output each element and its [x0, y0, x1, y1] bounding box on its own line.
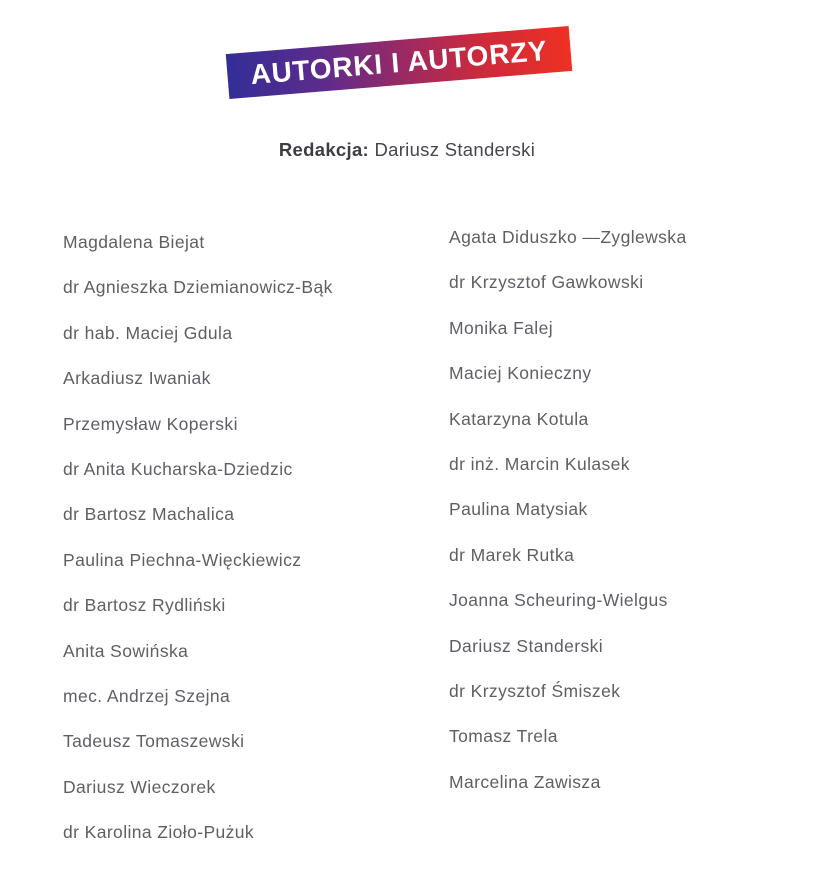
author-name: mec. Andrzej Szejna [63, 685, 231, 706]
author-name: dr Marek Rutka [449, 544, 575, 565]
author-name: Agata Diduszko —Zyglewska [449, 227, 687, 247]
author-name: Przemysław Koperski [63, 413, 238, 434]
editor-name: Dariusz Standerski [374, 139, 536, 160]
author-name: Tomasz Trela [449, 726, 558, 747]
author-name: Dariusz Standerski [449, 635, 604, 656]
author-name: dr Krzysztof Śmiszek [449, 680, 621, 701]
author-name: Joanna Scheuring-Wielgus [449, 590, 668, 611]
author-name: Maciej Konieczny [449, 363, 592, 384]
author-name: dr Agnieszka Dziemianowicz-Bąk [63, 277, 333, 298]
authors-column-right [449, 229, 687, 819]
author-name: Anita Sowińska [63, 640, 189, 661]
author-name: dr hab. Maciej Gdula [63, 322, 233, 343]
author-name: Paulina Matysiak [449, 499, 588, 520]
author-name: dr Krzysztof Gawkowski [449, 272, 644, 293]
author-name: dr Bartosz Machalica [63, 504, 235, 525]
author-name: Magdalena Biejat [63, 232, 205, 252]
authors-banner [226, 26, 573, 99]
author-name: dr Bartosz Rydliński [63, 595, 226, 616]
author-name: Dariusz Wieczorek [63, 776, 216, 797]
author-name: Monika Falej [449, 317, 554, 338]
author-name: dr Karolina Zioło-Pużuk [63, 822, 255, 843]
author-name: dr Anita Kucharska-Dziedzic [63, 458, 293, 479]
author-name: dr inż. Marcin Kulasek [449, 453, 630, 474]
authors-banner-label: AUTORKI I AUTORZY [249, 34, 549, 90]
author-name: Arkadiusz Iwaniak [63, 368, 211, 389]
editor-line [0, 139, 814, 161]
authors-column-left [63, 234, 333, 869]
author-name: Katarzyna Kotula [449, 408, 589, 429]
editor-label: Redakcja: [278, 139, 369, 160]
author-name: Marcelina Zawisza [449, 771, 601, 792]
author-name: Tadeusz Tomaszewski [63, 731, 245, 752]
author-name: Paulina Piechna-Więckiewicz [63, 549, 302, 570]
